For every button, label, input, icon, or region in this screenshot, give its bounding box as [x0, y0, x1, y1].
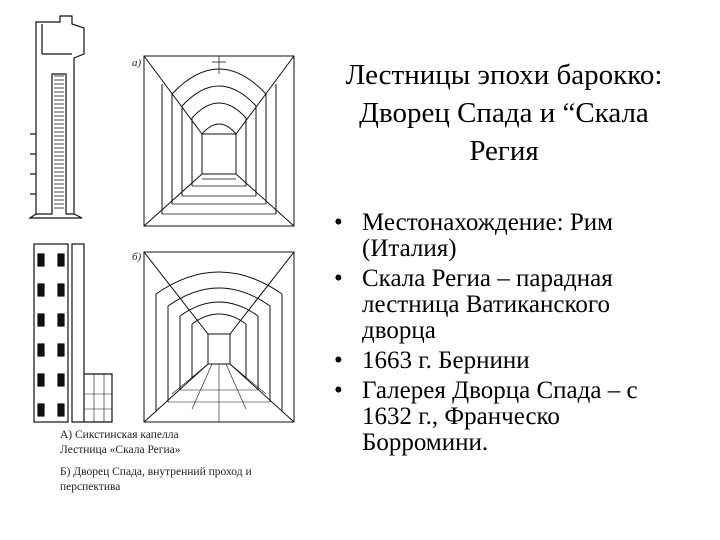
staircase-drawings: [22, 14, 298, 434]
caption-line: перспектива: [60, 480, 121, 493]
bullet-item: [330, 210, 710, 262]
stair-plan-section: [30, 16, 84, 218]
bullet-dot-icon: •: [334, 347, 343, 374]
bullet-dot-icon: •: [334, 377, 343, 404]
bullet-line: Скала Региа – парадная: [362, 265, 613, 292]
figure-caption: [60, 428, 290, 494]
figure-label-b: б): [132, 251, 142, 263]
scala-regia-perspective: [144, 56, 294, 226]
bullet-line: 1632 г., Франческо: [362, 403, 560, 430]
spada-plan: [34, 244, 112, 422]
bullet-item: [330, 266, 710, 344]
title-line: Лестницы эпохи барокко:: [345, 59, 663, 91]
title-line: Дворец Спада и “Скала: [359, 97, 649, 129]
figure-label-a: а): [132, 57, 142, 69]
caption-line: Б) Дворец Спада, внутренний проход и: [60, 466, 252, 478]
caption-line: А) Сикстинская капелла: [60, 429, 179, 441]
title-line: Регия: [469, 135, 539, 167]
bullet-line: Галерея Дворца Спада – с: [362, 377, 638, 404]
bullet-line: дворца: [362, 317, 436, 344]
caption-line: Лестница «Скала Региа»: [60, 443, 181, 456]
bullet-line: 1663 г. Бернини: [362, 347, 530, 374]
bullet-line: Местонахождение: Рим: [362, 209, 613, 236]
bullet-line: лестница Ватиканского: [362, 291, 610, 318]
bullet-dot-icon: •: [334, 265, 343, 292]
bullet-item: [330, 348, 710, 374]
bullet-list: [330, 210, 710, 460]
bullet-dot-icon: •: [334, 209, 343, 236]
bullet-item: [330, 378, 710, 456]
bullet-line: Борромини.: [362, 429, 489, 456]
slide-title: [318, 56, 690, 170]
spada-gallery-perspective: [144, 252, 294, 422]
bullet-line: (Италия): [362, 235, 457, 262]
